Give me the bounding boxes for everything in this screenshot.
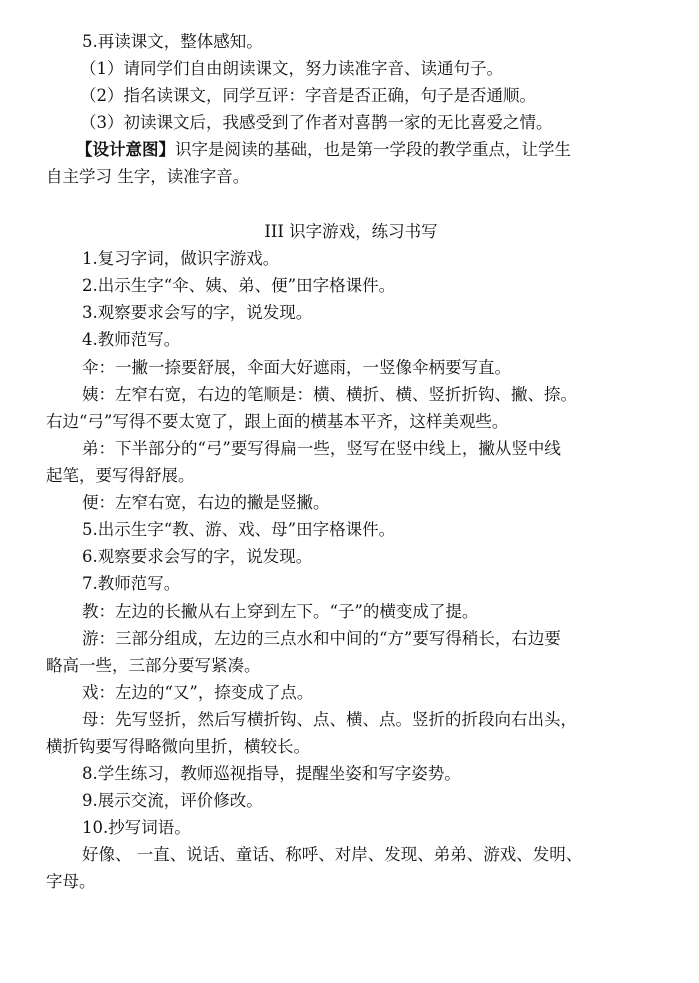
list-item: 9.展示交流，评价修改。 <box>82 791 263 810</box>
list-item: 姨：左窄右宽，右边的笔顺是：横、横折、横、竖折折钩、撇、捺。 <box>82 385 577 404</box>
list-item: 弟：下半部分的“弓”要写得扁一些，竖写在竖中线上，撇从竖中线 <box>82 439 561 458</box>
list-item: 1.复习字词，做识字游戏。 <box>82 249 280 268</box>
list-item: 3.观察要求会写的字，说发现。 <box>82 303 313 322</box>
list-item-continuation: 起笔，要写得舒展。 <box>46 466 195 485</box>
section-heading: III 识字游戏，练习书写 <box>264 222 438 241</box>
design-intent-continuation: 自主学习 生字，读准字音。 <box>46 167 250 186</box>
substep-3: （3）初读课文后，我感受到了作者对喜鹊一家的无比喜爱之情。 <box>80 113 553 132</box>
list-item-continuation: 略高一些，三部分要写紧凑。 <box>46 656 261 675</box>
list-item: 7.教师范写。 <box>82 574 181 593</box>
list-item: 5.出示生字“教、游、戏、母”田字格课件。 <box>82 520 396 539</box>
vocabulary-list-continuation: 字母。 <box>46 872 96 891</box>
list-item: 8.学生练习，教师巡视指导，提醒坐姿和写字姿势。 <box>82 764 461 783</box>
list-item: 母：先写竖折，然后写横折钩、点、横、点。竖折的折段向右出头， <box>82 710 577 729</box>
list-item: 便：左窄右宽，右边的撇是竖撇。 <box>82 493 330 512</box>
design-intent-label: 【设计意图】 <box>76 140 175 159</box>
substep-2: （2）指名读课文，同学互评：字音是否正确，句子是否通顺。 <box>80 86 536 105</box>
step-5-reread: 5.再读课文，整体感知。 <box>82 32 263 51</box>
list-item: 6.观察要求会写的字，说发现。 <box>82 547 313 566</box>
list-item: 伞：一撇一捺要舒展，伞面大好遮雨，一竖像伞柄要写直。 <box>82 358 511 377</box>
list-item-continuation: 横折钩要写得略微向里折，横较长。 <box>46 737 310 756</box>
list-item: 2.出示生字“伞、姨、弟、便”田字格课件。 <box>82 276 396 295</box>
list-item: 戏：左边的“又”，捺变成了点。 <box>82 683 314 702</box>
vocabulary-list: 好像、 一直、说话、童话、称呼、对岸、发现、弟弟、游戏、发明、 <box>82 845 583 864</box>
list-item-continuation: 右边“弓”写得不要太宽了，跟上面的横基本平齐，这样美观些。 <box>46 412 509 431</box>
list-item: 10.抄写词语。 <box>82 818 191 837</box>
list-item: 游：三部分组成，左边的三点水和中间的“方”要写得稍长，右边要 <box>82 629 561 648</box>
list-item: 教：左边的长撇从右上穿到左下。“子”的横变成了提。 <box>82 602 479 621</box>
substep-1: （1）请同学们自由朗读课文，努力读准字音、读通句子。 <box>80 59 503 78</box>
design-intent-paragraph <box>46 136 686 163</box>
list-item: 4.教师范写。 <box>82 330 181 349</box>
design-intent-text: 识字是阅读的基础，也是第一学段的教学重点，让学生 <box>175 140 571 159</box>
